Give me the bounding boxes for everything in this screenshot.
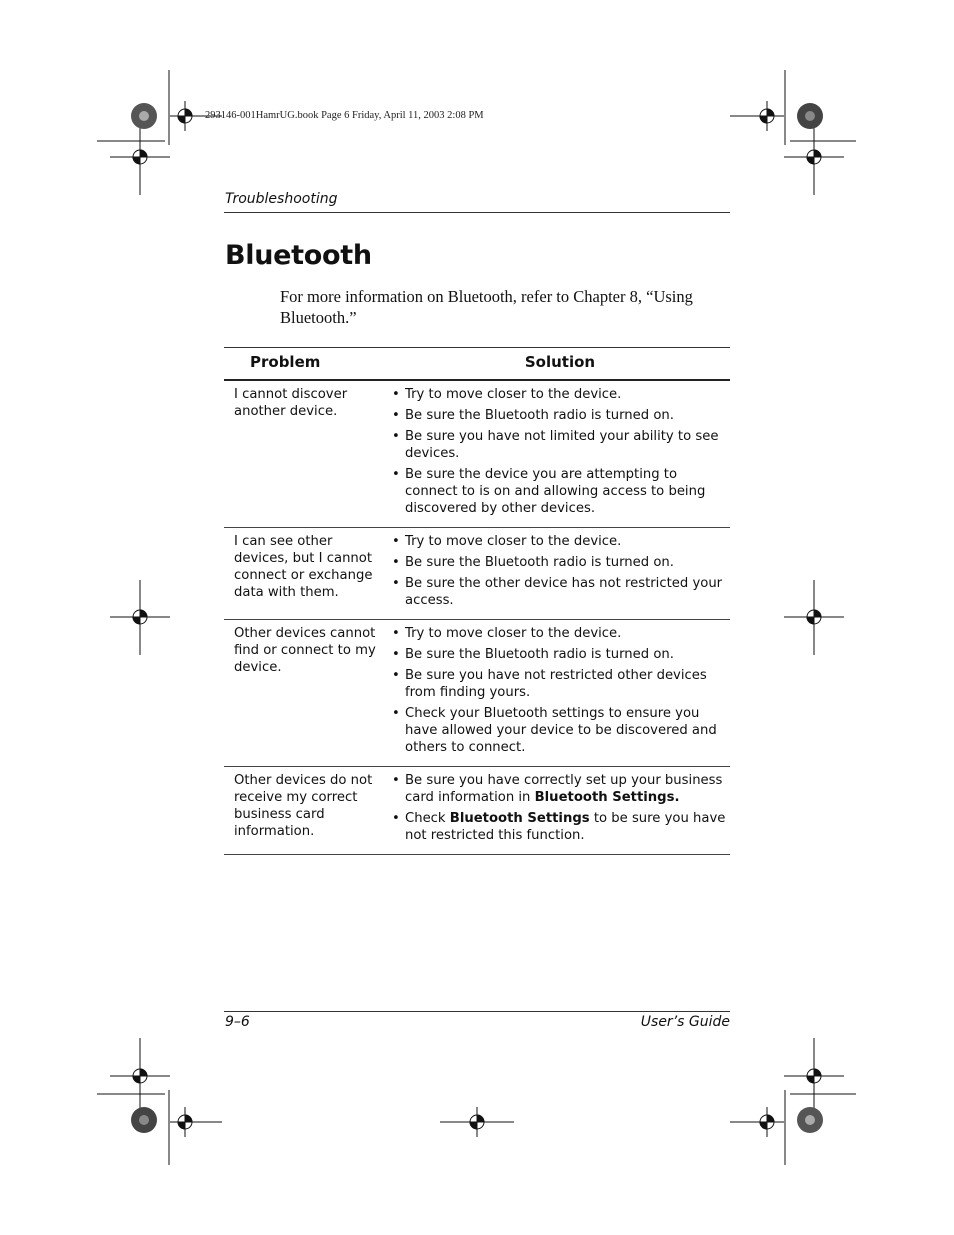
- solution-item: • Be sure the device you are attempting to connect to is on and allowing access to being discovered by other devices.: [390, 466, 730, 517]
- solution-item: • Be sure you have not restricted other devices from finding yours.: [390, 667, 730, 701]
- solution-item: • Try to move closer to the device.: [390, 386, 730, 403]
- guide-title: User’s Guide: [640, 1014, 730, 1030]
- solution-item: • Check your Bluetooth settings to ensure you have allowed your device to be discovered and others to connect.: [390, 705, 730, 756]
- settings-name: Bluetooth Settings: [449, 811, 590, 826]
- table-row: [224, 380, 730, 528]
- page-number: 9–6: [225, 1014, 250, 1030]
- table-row: [224, 620, 730, 767]
- troubleshooting-table: [224, 347, 730, 855]
- solution-item: • Be sure the Bluetooth radio is turned on.: [390, 407, 730, 424]
- book-slug: 293146-001HamrUG.book Page 6 Friday, April 11, 2003 2:08 PM: [205, 110, 484, 121]
- table-row: [224, 767, 730, 855]
- page-title: Bluetooth: [225, 240, 372, 271]
- running-head: Troubleshooting: [225, 191, 338, 207]
- footer-rule: [224, 1011, 730, 1012]
- solution-item: • Try to move closer to the device.: [390, 625, 730, 642]
- solution-item: • Try to move closer to the device.: [390, 533, 730, 550]
- solution-item: • Be sure the Bluetooth radio is turned on.: [390, 646, 730, 663]
- problem-cell: Other devices do not receive my correct business card information.: [224, 767, 390, 855]
- table-row: [224, 528, 730, 620]
- solution-cell: [390, 380, 730, 528]
- solution-cell: [390, 620, 730, 767]
- table-header-row: [224, 348, 730, 381]
- problem-header: Problem: [224, 348, 390, 381]
- solution-item: • Check Bluetooth Settings to be sure you have not restricted this function.: [390, 810, 730, 844]
- problem-cell: I can see other devices, but I cannot connect or exchange data with them.: [224, 528, 390, 620]
- solution-item: • Be sure you have correctly set up your business card information in Bluetooth Settings.: [390, 772, 730, 806]
- solution-header: Solution: [390, 348, 730, 381]
- problem-cell: Other devices cannot find or connect to my device.: [224, 620, 390, 767]
- solution-item: • Be sure the Bluetooth radio is turned on.: [390, 554, 730, 571]
- solution-cell: [390, 528, 730, 620]
- header-rule: [224, 212, 730, 213]
- intro-paragraph: For more information on Bluetooth, refer to Chapter 8, “Using Bluetooth.”: [280, 287, 693, 327]
- settings-name: Bluetooth Settings.: [534, 790, 680, 805]
- solution-cell: [390, 767, 730, 855]
- solution-item: • Be sure you have not limited your ability to see devices.: [390, 428, 730, 462]
- problem-cell: I cannot discover another device.: [224, 380, 390, 528]
- solution-item: • Be sure the other device has not restricted your access.: [390, 575, 730, 609]
